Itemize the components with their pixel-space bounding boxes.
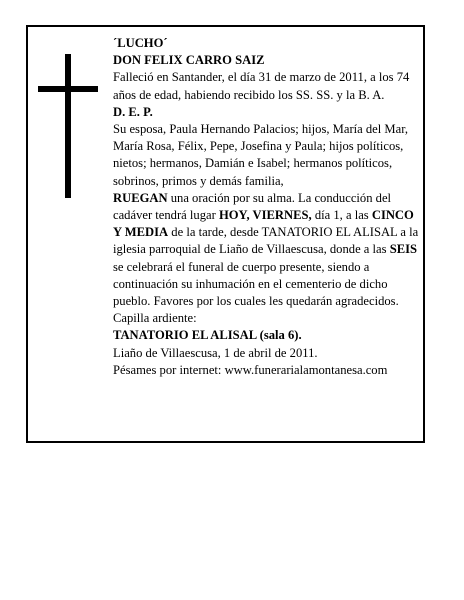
mass-time: SEIS xyxy=(389,242,417,257)
departure-text: de la tarde, desde TANATORIO EL ALISAL a la iglesia parroquial de Liaño de Villaescusa, donde a las xyxy=(113,225,419,257)
ruegan-label: RUEGAN xyxy=(113,190,168,205)
death-announcement: Falleció en Santander, el día 31 de marzo de 2011, a los 74 años de edad, habiendo recibido los SS. SS. y la B. A. xyxy=(113,70,410,102)
nickname: ´LUCHO´ xyxy=(113,36,168,50)
ruegan-text: una oración por su alma. La conducción del cadáver tendrá lugar xyxy=(113,190,392,223)
cross-icon xyxy=(38,54,98,198)
funeral-details xyxy=(113,190,419,328)
date-text: día 1, a las xyxy=(311,208,372,223)
family-list: Su esposa, Paula Hernando Palacios; hijos, María del Mar, María Rosa, Félix, Pepe, Josefina y Paula; hijos políticos, nietos; hermanos, Damián e Isabel; hermanos políticos, sobrinos, primos y demás familia, xyxy=(113,122,409,188)
rip-heading: D. E. P. xyxy=(113,104,153,119)
obituary-text xyxy=(113,35,419,379)
cross-horizontal-bar xyxy=(38,86,98,92)
condolences-line: Pésames por internet: www.funerarialamontanesa.com xyxy=(113,362,388,377)
funeral-time: CINCO Y MEDIA xyxy=(113,208,414,240)
chapel-location: TANATORIO EL ALISAL (sala 6). xyxy=(113,328,302,343)
funeral-day: HOY, VIERNES, xyxy=(218,208,312,223)
funeral-text: se celebrará el funeral de cuerpo presente, siendo a continuación su inhumación en el cementerio de dicho pueblo. Favores por los cuales les quedarán agradecidos. Capilla ardiente: xyxy=(113,259,399,326)
place-date: Liaño de Villaescusa, 1 de abril de 2011. xyxy=(113,345,318,360)
cross-vertical-bar xyxy=(65,54,71,198)
deceased-name: DON FELIX CARRO SAIZ xyxy=(113,53,265,68)
